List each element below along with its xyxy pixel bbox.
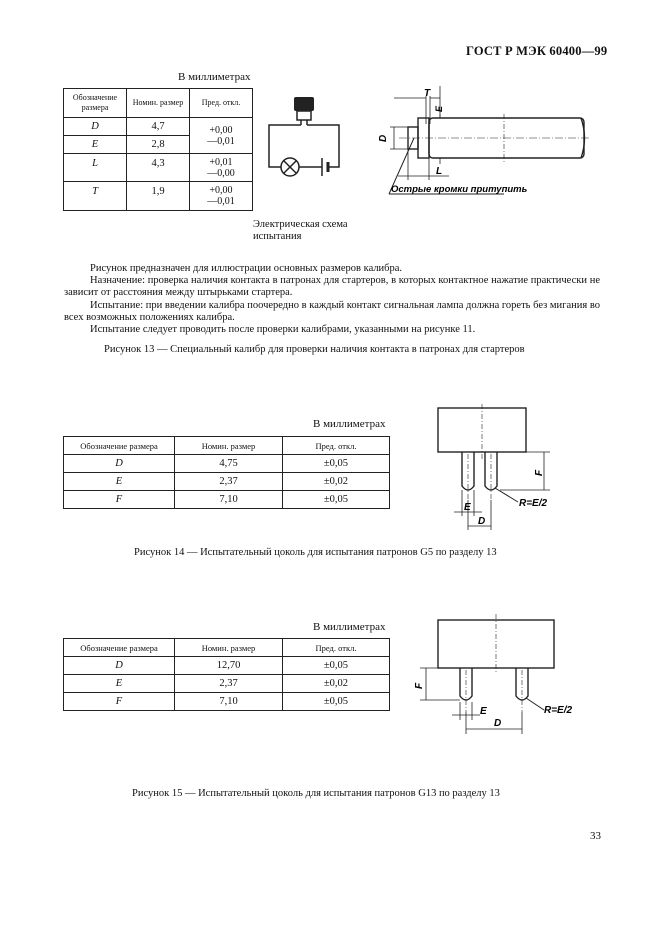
table-cell: 1,9 <box>127 182 190 211</box>
table-cell: F <box>64 491 175 509</box>
radius-label: R=E/2 <box>519 498 548 509</box>
table-cell: D <box>64 455 175 473</box>
dim-label-E: E <box>434 105 444 112</box>
fig13-description <box>64 263 600 336</box>
table-header: Номин. размер <box>175 437 283 455</box>
table-cell: D <box>64 657 175 675</box>
table-row <box>64 491 390 509</box>
table-header: Обозначение размера <box>64 639 175 657</box>
table-cell: E <box>64 675 175 693</box>
table-cell: F <box>64 693 175 711</box>
page-number: 33 <box>590 830 601 842</box>
fig14-base-drawing <box>430 404 585 534</box>
fig15-base-drawing <box>404 612 594 740</box>
table-row <box>64 657 390 675</box>
table-cell: ±0,05 <box>283 491 390 509</box>
fig13-dimensions-table <box>63 88 253 211</box>
dim-label-D: D <box>478 516 486 527</box>
paragraph-test-order: Испытание следует проводить после проверки калибрами, указанными на рисунке 11. <box>90 324 476 336</box>
table-cell: 2,37 <box>175 473 283 491</box>
schema-caption <box>253 219 363 243</box>
tol-lower: —0,01 <box>207 196 235 207</box>
table-cell <box>190 154 253 182</box>
table-row <box>64 182 253 211</box>
dim-label-D: D <box>494 718 502 729</box>
table-cell: ±0,02 <box>283 473 390 491</box>
table-cell: ±0,05 <box>283 657 390 675</box>
tol-upper: +0,00 <box>209 124 233 136</box>
tol-lower: —0,01 <box>207 135 235 147</box>
dim-label-F: F <box>414 682 425 689</box>
table-cell: 4,75 <box>175 455 283 473</box>
table-cell: ±0,05 <box>283 455 390 473</box>
schema-caption-line1: Электрическая схема <box>253 219 348 230</box>
table-header: Обозначение размера <box>64 437 175 455</box>
fig15-dimensions-table <box>63 638 390 711</box>
table-cell: ±0,02 <box>283 675 390 693</box>
paragraph-purpose-intro: Рисунок предназначен для иллюстрации основных размеров калибра. <box>90 263 403 274</box>
fig13-caption: Рисунок 13 — Специальный калибр для проверки наличия контакта в патронах для стартеров <box>104 344 525 355</box>
tol-upper: +0,01 <box>209 156 233 168</box>
fig14-dimensions-table <box>63 436 390 509</box>
paragraph-purpose: Назначение: проверка наличия контакта в патронах для стартеров, в которых контактное нажатие практически не зависит от расстояния между штырьками стартера. <box>64 275 600 299</box>
table-row <box>64 473 390 491</box>
fig14-units-label: В миллиметрах <box>313 418 386 430</box>
table-cell: T <box>64 182 127 211</box>
dim-label-E: E <box>464 502 471 513</box>
dim-label-D: D <box>378 134 389 142</box>
table-cell: 7,10 <box>175 693 283 711</box>
table-header: Пред. откл. <box>283 437 390 455</box>
fig13-gauge-drawing <box>374 84 604 204</box>
electrical-schema-diagram <box>262 94 348 186</box>
table-cell: 4,7 <box>127 118 190 136</box>
document-code: ГОСТ Р МЭК 60400—99 <box>466 44 608 58</box>
table-row <box>64 455 390 473</box>
radius-label: R=E/2 <box>544 705 573 716</box>
tol-lower: —0,00 <box>207 167 235 179</box>
dim-label-L: L <box>436 166 443 177</box>
table-row <box>64 693 390 711</box>
dim-label-F: F <box>534 469 545 476</box>
fig15-units-label: В миллиметрах <box>313 621 386 633</box>
table-cell: 2,8 <box>127 136 190 154</box>
table-cell: 4,3 <box>127 154 190 182</box>
table-cell <box>190 182 253 211</box>
table-cell: 7,10 <box>175 491 283 509</box>
table-header: Пред. откл. <box>190 89 253 118</box>
table-cell: 2,37 <box>175 675 283 693</box>
table-row <box>64 675 390 693</box>
table-cell <box>190 118 253 154</box>
table-row <box>64 154 253 182</box>
table-header: Номин. размер <box>175 639 283 657</box>
tol-upper: +0,00 <box>209 185 233 196</box>
table-row <box>64 118 253 136</box>
table-cell: L <box>64 154 127 182</box>
table-cell: ±0,05 <box>283 693 390 711</box>
table-cell: D <box>64 118 127 136</box>
table-cell: 12,70 <box>175 657 283 675</box>
fig13-units-label: В миллиметрах <box>178 71 251 83</box>
sharp-edges-note: Острые кромки притупить <box>391 184 528 195</box>
table-cell: E <box>64 136 127 154</box>
dim-label-E: E <box>480 706 487 717</box>
table-cell: E <box>64 473 175 491</box>
fig15-caption: Рисунок 15 — Испытательный цоколь для испытания патронов G13 по разделу 13 <box>132 788 500 799</box>
dim-label-T: T <box>424 88 431 99</box>
table-header: Обозначение размера <box>64 89 127 118</box>
fig14-caption: Рисунок 14 — Испытательный цоколь для испытания патронов G5 по разделу 13 <box>134 547 497 558</box>
table-header: Номин. размер <box>127 89 190 118</box>
paragraph-test: Испытание: при введении калибра поочередно в каждый контакт сигнальная лампа должна гореть без мигания во всех возможных положениях калибра. <box>64 299 600 323</box>
schema-caption-line2: испытания <box>253 231 302 242</box>
table-header: Пред. откл. <box>283 639 390 657</box>
